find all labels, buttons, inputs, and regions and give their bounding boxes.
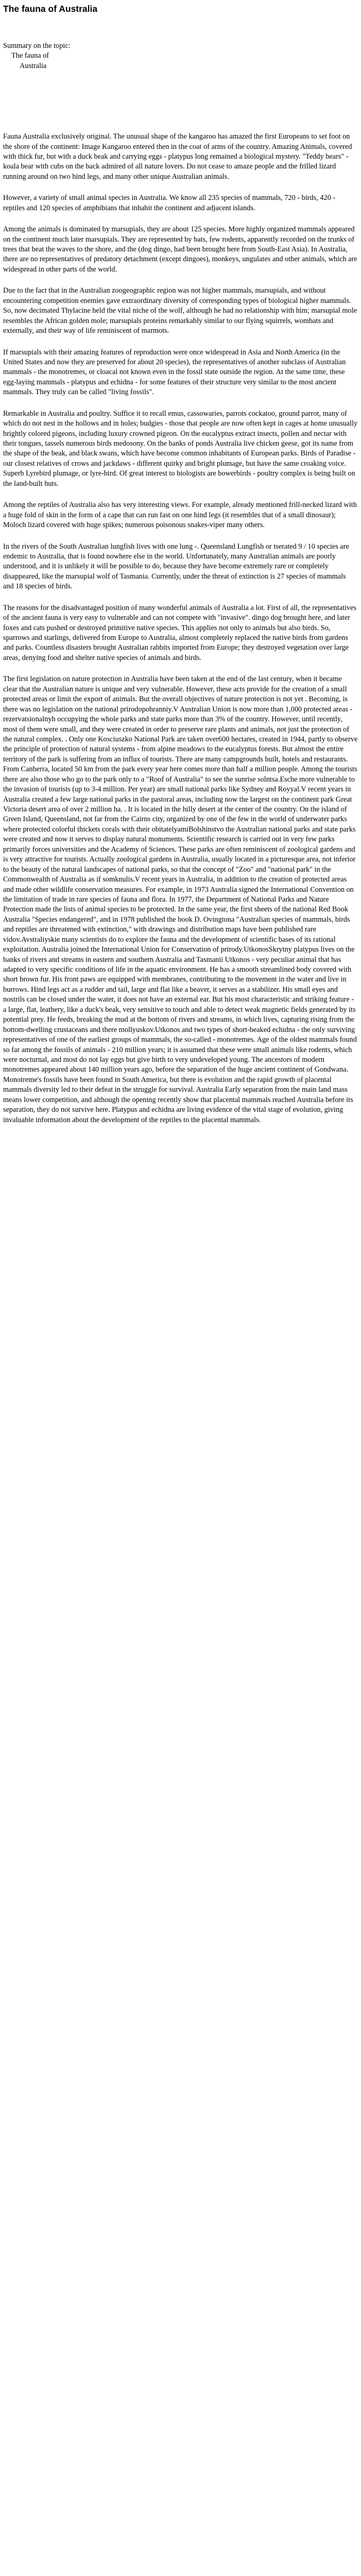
paragraph-4: Due to the fact that in the Australian zoogeographic region was not higher mammals, marsupials, and without encountering competition enemies gave extraordinary diversity of corresponding types of biological higher mammals. So, now decimated Thylacine held the vital niche of the wolf, although he had no relationship with him; marsupial mole resembles the African golden mole; marsupials proteins remarkably similar to our flying squirrels, wombats and externally, and their way of life reminiscent of marmots. bbox=[3, 286, 357, 335]
summary-spacer bbox=[3, 71, 358, 132]
summary-block bbox=[3, 41, 358, 71]
paragraph-10: The first legislation on nature protection in Australia have been taken at the end of the last century, when it became clear that the Australian nature is unique and very vulnerable. However, these acts provide for the creation of a small protected areas or limit the export of animals. But the overall objectives of nature protection is not yet . Becoming, is there was no legislation on the national prirodopohranniy.V Australian Union is now more than 1,000 protected areas - rezervatsionalnyh occupying the whole parks and state parks more than 3% of the country. However, until recently, most of them were small, and they were created in order to preserve rare plants and animals, not just the protection of the natural complex. . Only one Kosciuszko National Park are taken over600 hectares, created in 1944, partly to observe the principle of protection of natural systems - from alpine meadows to the eucalyptus forests. But almost the entire territory of the park is suffering from an influx of tourists. There are many campgrounds built, hotels and restaurants. From Canberra, located 50 km from the park every year here comes more than half a million people. Among the tourists there are also those who go to the park only to a "Roof of Australia" to see the sunrise solntsa.Esche more vulnerable to the invasion of tourists (up to 3-4 million. Per year) are small national parks like Sydney and Royyal.V recent years in Australia created a few large national parks in the pastoral areas, including now the largest on the continent park Great Victoria desert area of over 2 million ha. . It is located in the hilly desert at the center of the country. On the island of Green Island, Queensland, not far from the Cairns city, organized by one of the few in the world of underwater parks where protected colorful thickets corals with their obitatelyamiBolshinstvo the Australian national parks and state parks were created and now it serves to display natural monuments. Scientific research is carried out in very few parks primarily forces universities and the Academy of Sciences. These parks are often reminiscent of zoological gardens and is very attractive for tourists. Actually zoological gardens in Australia, usually located in a picturesque area, not inferior to the beauty of the natural landscapes of national parks, so that the concept of "Zoo" and "national park" in the Commonwealth of Australia as if somknulis.V recent years in Australia, in addition to the creation of protected areas and made other wildlife conservation measures. For example, in 1973 Australia signed the International Convention on the limitation of trade in rare species of fauna and flora. In 1977, the Department of National Parks and Nature Protection made the lists of animal species to be protected. In the same year, the first sheets of the national Red Book Australia "Species endangered", and in 1978 published the book D. Ovingtona "Australian species of mammals, birds and reptiles are threatened with extinction," with drawings and distribution maps have been published rare vidov.Avstraliyskie many scientists do to explore the fauna and the development of scientific bases of its rational exploitation. Australia joined the International Union for Conservation of prirody.UtkonosSkrytny platypus lives on the banks of rivers and streams in eastern and southern Australia and Tasmanii Utkonos - very peculiar animal that has adapted to very specific conditions of life in the aquatic environment. He has a smooth streamlined body covered with short brown fur. His front paws are equipped with membranes, contributing to the movement in the water and live in burrows. Hind legs act as a rudder and tail, large and flat like a beaver, it serves as a stabilizer. His small eyes and nostrils can be closed under the water, it does not have an external ear. But his most characteristic and striking feature - a large, flat, leathery, like a duck's beak, very sensitive to touch and able to detect weak magnetic fields generated by its potential prey. He feeds, breaking the mud at the bottom of rivers and streams, in which lives, capturing rising from the bottom-dwelling crustaceans and there mollyuskov.Utkonos and two types of short-beaked echidna - the only surviving representatives of one of the earliest groups of mammals, the so-called - monotremes. Age of the oldest mammals found so far among the fossils of animals - 210 million years; it is assumed that these were small animals like rodents, which were nocturnal, and most do not lay eggs but give birth to very undeveloped young. The ancestors of modern monotremes appeared about 140 million years ago, before the separation of the huge ancient continent of Gondwana. Monotreme's fossils have been found in South America, but there is evolution and the rapid growth of placental mammals diversity led to their defeat in the struggle for survival. Australia Early separation from the main land mass means lower competition, and although the opening recently show that placental mammals reached Australia before its separation, they do not survive here. Platypus and echidna are living evidence of the vital stage of evolution, giving invaluable information about the development of the reptiles to the placental mammals. bbox=[3, 675, 358, 1124]
paragraph-6: Remarkable in Australia and poultry. Suffice it to recall emus, cassowaries, parrots cockatoo, ground parrot, many of which do not nest in the hollows and in holes; budgies - those that people are now often kept in cages at home unusually brightly colored pigeons, including luxury crowned pigeon. On the eucalyptus extract insects, pollen and nectar with their tongues, tassels numerous birds medosony. On the banks of ponds Australia live chicken geese, got its name from the shape of the beak, and black swans, which have become common inhabitants of European parks. Birds of Paradise - our closest relatives of crows and jackdaws - different quirky and bright plumage, but have the same croaking voice. Superb Lyrebird plumage, or lyre-bird. Of great interest to biologists are bowerbirds - poultry complex is being built on the land-built huts. bbox=[3, 409, 358, 488]
summary-line-2: Australia bbox=[20, 61, 47, 70]
top-spacer bbox=[3, 15, 358, 41]
page-title: The fauna of Australia bbox=[3, 4, 98, 14]
paragraph-3: Among the animals is dominated by marsupials, they are about 125 species. More highly organized mammals appeared on the continent much later marsupials. They are represented by bats, few rodents, apparently recorded on the trunks of trees that beat the waves to the shore, and the (dog dingo, had been brought here from South-East Asia). In Australia, there are no representatives of predatory detachment (except dingoes), monkeys, ungulates and other animals, which are widespread in other parts of the world. bbox=[3, 225, 357, 274]
paragraph-5: If marsupials with their amazing features of reproduction were once widespread in Asia and North America (in the United States and now they are preserved for about 20 species), the representatives of another subclass of Australian mammals - the monotremes, or cloacal not known even in the fossil state outside the region. At the same time, these egg-laying mammals - platypus and echidna - for some features of their structure very similar to the most ancient mammals. They truly can be called "living fossils". bbox=[3, 348, 346, 397]
summary-label: Summary on the topic: bbox=[3, 41, 71, 50]
paragraph-8: In the rivers of the South Australian lungfish lives with one lung -. Queensland Lungfish or tserated 9 / 10 species are endemic to Australia, that is found nowhere else in the world. Unfortunately, many Australian animals are poorly understood, and it is unlikely it will be possible to do, because they have become extremely rare or completely disappeared, like the marsupial wolf of Tasmania. Currently, under the threat of extinction is 27 species of mammals and 18 species of birds. bbox=[3, 542, 349, 591]
summary-line-1: The fauna of bbox=[11, 52, 49, 60]
document-page bbox=[0, 3, 361, 1125]
paragraph-9: The reasons for the disadvantaged position of many wonderful animals of Australia a lot. First of all, the representatives of the ancient fauna is very easy to vulnerable and can not compete with "invasive". dingo dog brought here, and later foxes and cats pushed or destroyed primitive native species. This applies not only to animals but also birds. So, sparrows and starlings, delivered from Europe to Australia, almost completely replaced the native birds from gardens and parks. Countless disasters brought Australian rabbits imported from Europe; they destroyed vegetation over large areas, denying food and shelter native species of animals and birds. bbox=[3, 603, 357, 662]
paragraph-2: However, a variety of small animal species in Australia. We know all 235 species of mammals, 720 - birds, 420 - reptiles and 120 species of amphibians that inhabit the continent and adjacent islands. bbox=[3, 194, 336, 212]
paragraph-1: Fauna Australia exclusively original. The unusual shape of the kangaroo has amazed the first Europeans to set foot on the shore of the continent: Image Kangaroo entered then in the coat of arms of the country. Amazing Animals, covered with thick fur, but with a duck beak and carrying eggs - platypus long remained a biological mystery. "Teddy bears" - koala bear with cubs on the back admired of all nature lovers. Do not cease to amaze people and the frilled lizard running around on two hind legs, and many other unique Australian animals. bbox=[3, 132, 352, 181]
paragraph-7: Among the reptiles of Australia also has very interesting views. For example, already mentioned frill-necked lizard with a huge fold of skin in the form of a cape that can run fast on one hind legs (it resembles that of a small dinosaur); Moloch lizard covered with huge spikes; numerous poisonous snakes-viper many others. bbox=[3, 501, 357, 530]
